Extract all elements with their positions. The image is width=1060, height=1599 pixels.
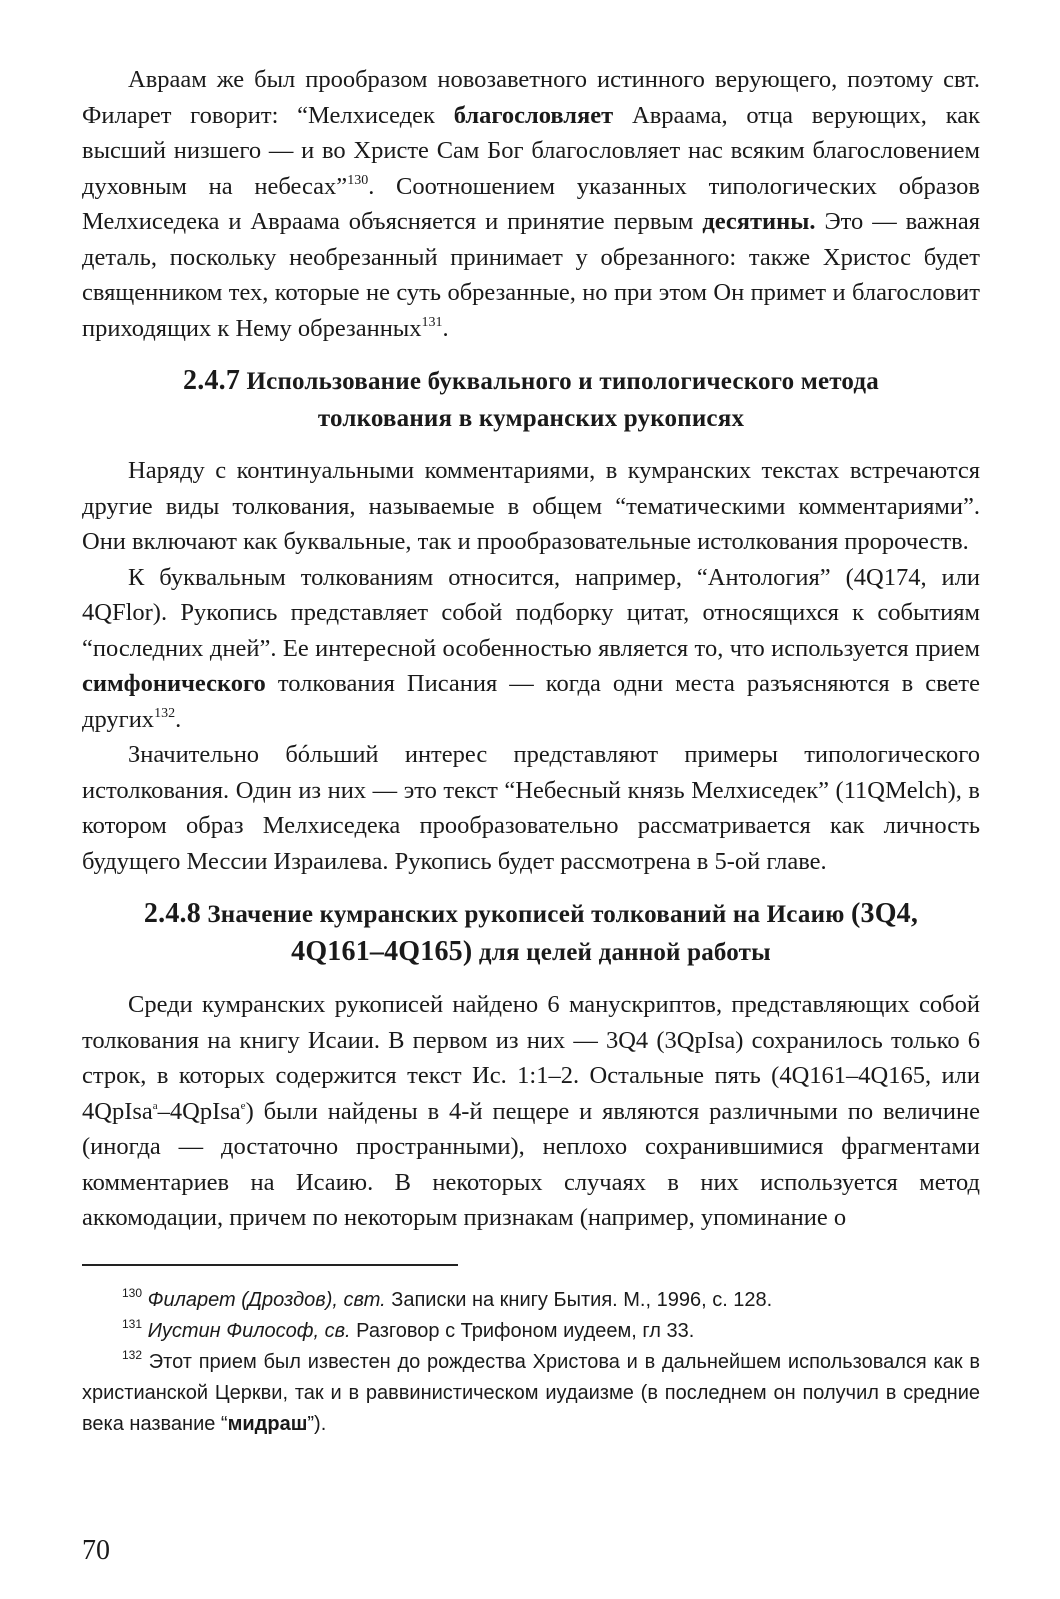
footnote-divider	[82, 1264, 458, 1266]
bold-term: десятины.	[702, 208, 816, 235]
main-text	[82, 62, 980, 1236]
section-number: 2.4.7	[183, 365, 241, 396]
bold-term: симфонического	[82, 670, 266, 697]
footnote-130: $^{130}$ Филарет (Дроздов), свт. Записки на книгу Бытия. М., 1996, с. 128.	[122, 1286, 773, 1311]
section-title-end: для целей данной работы	[472, 939, 771, 966]
footnote-132: $^{132}$ Этот прием был известен до рождества Христова и в дальнейшем использовался как в христианской Церкви, так и в раввинистическом иудаизме (в последнем он получил в средние века название “мидраш”).	[82, 1348, 980, 1435]
footnote-ref[interactable]: 132	[154, 705, 176, 721]
footnote-ref[interactable]: 131	[421, 314, 443, 330]
footnote-131: $^{131}$ Иустин Философ, св. Разговор с Трифоном иудеем, гл 33.	[122, 1317, 695, 1342]
footnote-ref[interactable]: 130	[347, 172, 369, 188]
bold-term: благословляет	[453, 101, 614, 129]
paragraph-5: Среди кумранских рукописей найдено 6 манускриптов, представляющих собой толкования на книгу Исаии. В первом из них — 3Q4 (3QpIsa) сохранилось только 6 строк, в которых содержится текст Ис. 1:1–2. Остальные пять (4Q161–4Q165, или 4QpIsa$^a$–4QpIsa$^e$) были найдены в 4-й пещере и являются различными по величине (иногда — достаточно пространными), неплохо сохранившимися фрагментами комментариев на Исаию. В некоторых случаях в них используется метод аккомодации, причем по некоторым признакам (например, упоминание о	[82, 991, 980, 1231]
paragraph-3: К буквальным толкованиям относится, например, “Антология” (4Q174, или 4QFlor). Рукопись представляет собой подборку цитат, относящихся к событиям “последних дней”. Ее интересной особенностью является то, что используется прием симфонического толкования Писания — когда одни места разъясняются в свете других$^{132}$.	[82, 563, 980, 733]
paragraph-1: Авраам же был прообразом новозаветного истинного верующего, поэтому свт. Филарет говорит: “Мелхиседек благословляет Авраама, отца верующих, как высший низшего — и во Христе Сам Бог благословляет нас всяким благословением духовным на небесах”$^{130}$. Соотношением указанных типологических образов Мелхиседека и Авраама объясняется и принятие первым десятины. Это — важная деталь, поскольку необрезанный принимает у обрезанного: также Христос будет священником тех, которые не суть обрезанные, но при этом Он примет и благословит приходящих к Нему обрезанных$^{131}$.	[82, 66, 980, 342]
manuscript-range: (3Q4, 4Q161–4Q165)	[291, 898, 919, 967]
paragraph-4: Значительно бóльший интерес представляют примеры типологического истолкования. Один из них — это текст “Небесный князь Мелхиседек” (11QMelch), в котором образ Мелхиседека прообразовательно рассматривается как личность будущего Мессии Израилева. Рукопись будет рассмотрена в 5-ой главе.	[82, 741, 980, 875]
page-number: 70	[82, 1535, 110, 1566]
section-title: Использование буквального и типологического метода толкования в кумранских рукописях	[240, 368, 879, 432]
paragraph-2: Наряду с континуальными комментариями, в кумранских текстах встречаются другие виды толкования, называемые в общем “тематическими комментариями”. Они включают как буквальные, так и прообразовательные истолкования пророчеств.	[82, 457, 980, 555]
section-title: Значение кумранских рукописей толкований на Исаию	[200, 901, 851, 928]
section-heading-2-4-7	[82, 362, 980, 437]
section-heading-2-4-8	[82, 895, 980, 971]
section-number: 2.4.8	[143, 898, 201, 929]
footnotes	[82, 1285, 980, 1440]
